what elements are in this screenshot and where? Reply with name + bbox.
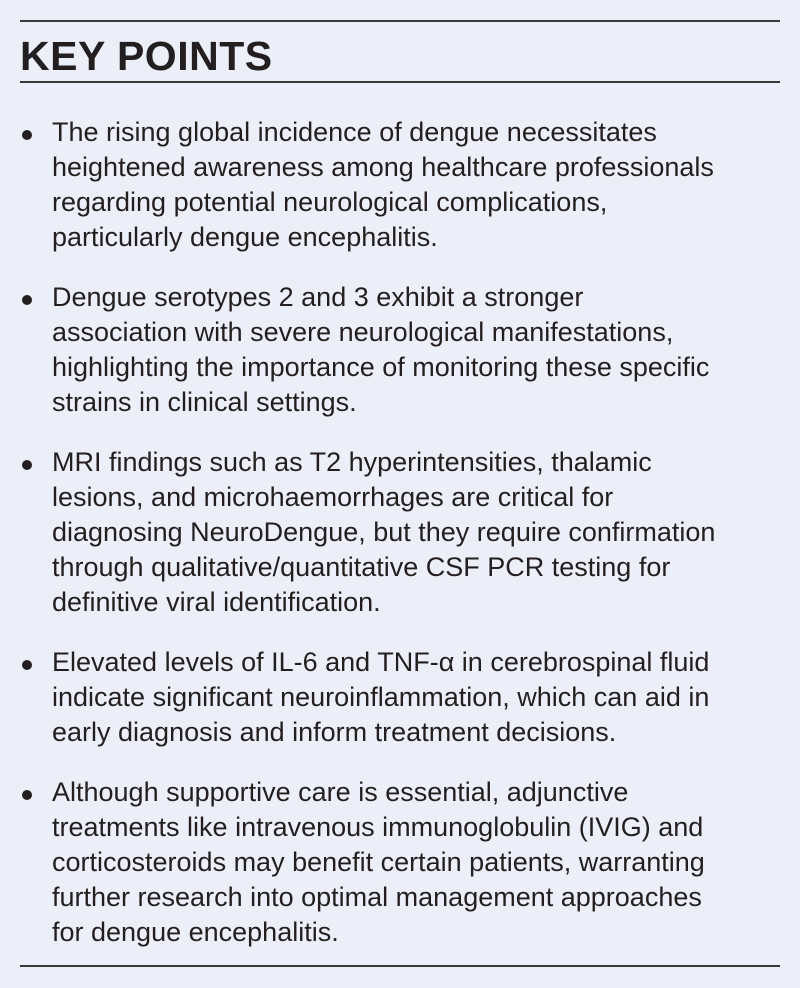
- bottom-divider: [20, 965, 780, 967]
- key-point-text-line: association with severe neurological manifestations,: [52, 317, 674, 347]
- key-point-text-line: through qualitative/quantitative CSF PCR testing for: [52, 552, 671, 582]
- key-point-text-line: The rising global incidence of dengue necessitates: [52, 117, 657, 147]
- key-point-text-line: MRI findings such as T2 hyperintensities, thalamic: [52, 447, 652, 477]
- bullet-icon: [22, 295, 32, 305]
- key-point-text-line: heightened awareness among healthcare professionals: [52, 152, 714, 182]
- top-divider: [20, 20, 780, 22]
- key-point-text-line: for dengue encephalitis.: [52, 917, 339, 947]
- key-points-list: [0, 115, 800, 975]
- section-title: KEY POINTS: [20, 33, 273, 79]
- title-divider: [20, 81, 780, 83]
- bullet-icon: [22, 460, 32, 470]
- key-point-text-line: Although supportive care is essential, adjunctive: [52, 777, 629, 807]
- key-point-text-line: diagnosing NeuroDengue, but they require confirmation: [52, 517, 716, 547]
- key-point-text-line: treatments like intravenous immunoglobulin (IVIG) and: [52, 812, 704, 842]
- key-point: [0, 280, 800, 420]
- key-point-text-line: strains in clinical settings.: [52, 387, 357, 417]
- key-point-text-line: further research into optimal management approaches: [52, 882, 702, 912]
- key-point-text-line: corticosteroids may benefit certain patients, warranting: [52, 847, 705, 877]
- key-point: [0, 645, 800, 750]
- bullet-icon: [22, 130, 32, 140]
- key-point-text-line: Dengue serotypes 2 and 3 exhibit a stronger: [52, 282, 584, 312]
- key-point-text-line: Elevated levels of IL-6 and TNF-α in cerebrospinal fluid: [52, 647, 710, 677]
- key-point: [0, 115, 800, 255]
- key-point: [0, 775, 800, 950]
- key-point-text-line: definitive viral identification.: [52, 587, 381, 617]
- key-point-text-line: highlighting the importance of monitoring these specific: [52, 352, 710, 382]
- bullet-icon: [22, 790, 32, 800]
- key-point-text-line: regarding potential neurological complications,: [52, 187, 608, 217]
- key-point-text-line: indicate significant neuroinflammation, which can aid in: [52, 682, 710, 712]
- bullet-icon: [22, 660, 32, 670]
- key-point-text-line: particularly dengue encephalitis.: [52, 222, 438, 252]
- key-point-text-line: early diagnosis and inform treatment decisions.: [52, 717, 617, 747]
- key-point-text-line: lesions, and microhaemorrhages are critical for: [52, 482, 614, 512]
- key-point: [0, 445, 800, 620]
